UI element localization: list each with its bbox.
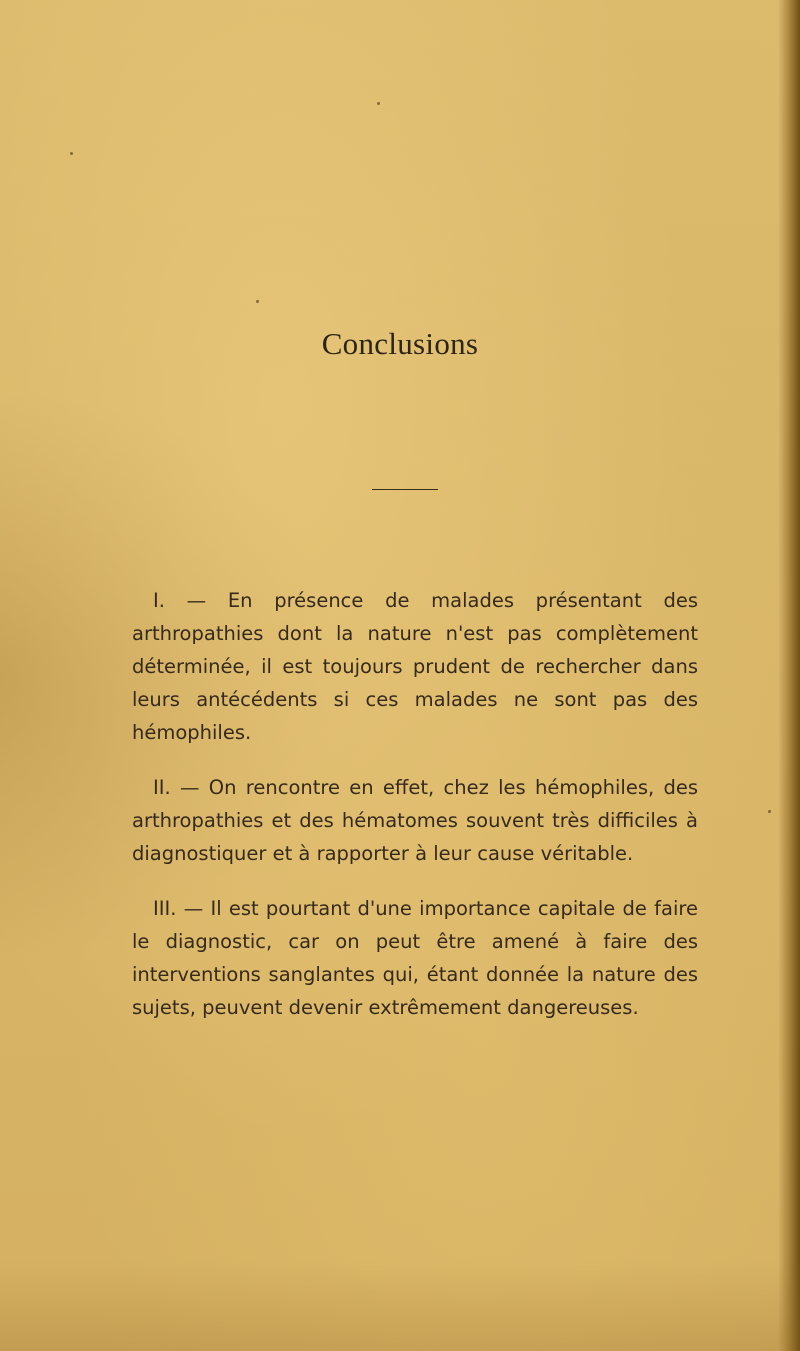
page-bottom-shade	[0, 1261, 800, 1351]
title-divider	[372, 489, 438, 490]
conclusion-paragraph-2: II. — On rencontre en effet, chez les hémophiles, des arthropathies et des hématomes souvent très difficiles à diagnostiquer et à rapporter à leur cause véritable.	[132, 776, 698, 865]
conclusion-paragraph-1: I. — En présence de malades présentant des arthropathies dont la nature n'est pas complètement déterminée, il est toujours prudent de rechercher dans leurs antécédents si ces malades ne sont pas des hémophiles.	[132, 589, 698, 744]
paper-speck	[768, 810, 771, 813]
paper-speck	[377, 102, 380, 105]
page-edge-shadow	[778, 0, 800, 1351]
conclusions-body	[132, 584, 698, 1046]
paper-speck	[70, 152, 73, 155]
conclusion-paragraph-3: III. — Il est pourtant d'une importance capitale de faire le diagnostic, car on peut être amené à faire des interventions sanglantes qui, étant donnée la nature des sujets, peuvent devenir extrêmement dangereuses.	[132, 897, 698, 1019]
paper-speck	[256, 300, 259, 303]
page-title: Conclusions	[321, 326, 479, 361]
